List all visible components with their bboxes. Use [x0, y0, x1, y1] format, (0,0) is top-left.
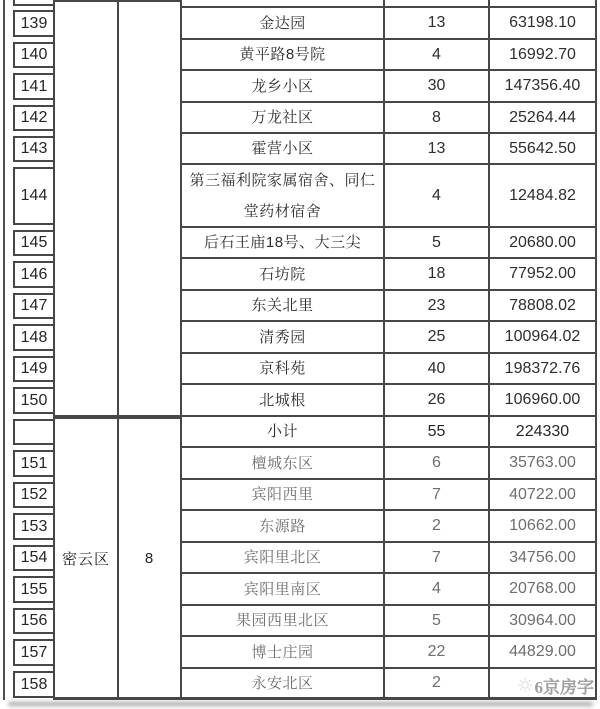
- district-cell: [55, 0, 119, 417]
- amount-cell: 63198.10: [490, 8, 597, 40]
- community-name-cell: 京科苑: [182, 354, 385, 385]
- row-number-cell: 155: [13, 576, 53, 603]
- district-cell: 密云区: [55, 417, 119, 700]
- amount-cell: 12484.82: [490, 165, 597, 228]
- community-name-cell: 永安北区: [182, 669, 385, 700]
- amount-cell: 77952.00: [490, 259, 597, 291]
- community-name-cell: 果园西里北区: [182, 606, 385, 637]
- row-number-cell: 141: [13, 73, 53, 100]
- claims-table: [53, 0, 597, 700]
- row-number-cell: 142: [13, 105, 53, 131]
- amount-cell: 20768.00: [490, 574, 597, 606]
- community-name-cell: 龙乡小区: [182, 71, 385, 103]
- amount-cell: 55642.50: [490, 134, 597, 165]
- unit-count-cell: 4: [385, 165, 490, 228]
- community-name-cell: 金达园: [182, 8, 385, 40]
- subtotal-count-cell: 55: [385, 417, 490, 448]
- district-count-cell: [119, 0, 182, 417]
- community-name-cell: 东源路: [182, 511, 385, 543]
- amount-cell: 20680.00: [490, 228, 597, 259]
- unit-count-cell: 30: [385, 71, 490, 103]
- row-number-cell: 150: [13, 387, 53, 414]
- row-number-cell: 152: [13, 482, 53, 508]
- row-number-cell: 151: [13, 450, 53, 477]
- row-number-cell: 144: [13, 167, 53, 225]
- row-number-cell: 156: [13, 608, 53, 634]
- row-number-cell: 158: [13, 671, 53, 698]
- amount-cell: 16992.70: [490, 40, 597, 71]
- amount-cell: [490, 0, 597, 8]
- district-count-cell: 8: [119, 417, 182, 700]
- community-name-cell: 石坊院: [182, 259, 385, 291]
- unit-count-cell: 5: [385, 606, 490, 637]
- unit-count-cell: 8: [385, 103, 490, 134]
- unit-count-cell: 13: [385, 8, 490, 40]
- community-name-cell: 檀城东区: [182, 448, 385, 480]
- unit-count-cell: 25: [385, 322, 490, 354]
- amount-cell: 147356.40: [490, 71, 597, 103]
- community-name-cell: 后石王庙18号、大三尖: [182, 228, 385, 259]
- community-name-cell: 宾阳西里: [182, 480, 385, 511]
- subtotal-amount-cell: 224330: [490, 417, 597, 448]
- community-name-cell: 霍营小区: [182, 134, 385, 165]
- row-number-cell: 153: [13, 513, 53, 540]
- row-number-cell: 148: [13, 324, 53, 351]
- unit-count-cell: 18: [385, 259, 490, 291]
- watermark: [494, 672, 594, 698]
- row-number-cell: 143: [13, 136, 53, 162]
- amount-cell: 10662.00: [490, 511, 597, 543]
- table-outer-left-border: [3, 0, 5, 700]
- amount-cell: 106960.00: [490, 385, 597, 417]
- amount-cell: 30964.00: [490, 606, 597, 637]
- unit-count-cell: 13: [385, 134, 490, 165]
- unit-count-cell: 2: [385, 511, 490, 543]
- row-number-cell: 139: [13, 10, 53, 37]
- row-number-cell: [13, 419, 53, 445]
- unit-count-cell: 2: [385, 669, 490, 700]
- row-number-cell: 140: [13, 42, 53, 68]
- amount-cell: 35763.00: [490, 448, 597, 480]
- unit-count-cell: 40: [385, 354, 490, 385]
- community-name-cell: 东关北里: [182, 291, 385, 322]
- unit-count-cell: [385, 0, 490, 8]
- unit-count-cell: 23: [385, 291, 490, 322]
- amount-cell: 198372.76: [490, 354, 597, 385]
- community-name-cell: 第三福利院家属宿舍、同仁堂药材宿舍: [182, 165, 385, 228]
- community-name-cell: 清秀园: [182, 322, 385, 354]
- unit-count-cell: 26: [385, 385, 490, 417]
- amount-cell: 44829.00: [490, 637, 597, 669]
- community-name-cell: 博士庄园: [182, 637, 385, 669]
- unit-count-cell: 7: [385, 543, 490, 574]
- amount-cell: 78808.02: [490, 291, 597, 322]
- bottom-shadow: [8, 702, 593, 706]
- amount-cell: 34756.00: [490, 543, 597, 574]
- amount-cell: 100964.02: [490, 322, 597, 354]
- community-name-cell: [182, 0, 385, 8]
- watermark-text: 6京房字: [534, 677, 594, 697]
- row-number-cell: 146: [13, 261, 53, 288]
- unit-count-cell: 4: [385, 574, 490, 606]
- community-name-cell: 宾阳里北区: [182, 543, 385, 574]
- community-name-cell: 北城根: [182, 385, 385, 417]
- row-number-cell: 157: [13, 639, 53, 666]
- unit-count-cell: 6: [385, 448, 490, 480]
- unit-count-cell: 7: [385, 480, 490, 511]
- amount-cell: 40722.00: [490, 480, 597, 511]
- unit-count-cell: 4: [385, 40, 490, 71]
- community-name-cell: 宾阳里南区: [182, 574, 385, 606]
- row-number-cell: 145: [13, 230, 53, 256]
- unit-count-cell: 22: [385, 637, 490, 669]
- community-name-cell: 黄平路8号院: [182, 40, 385, 71]
- row-number-cell: 149: [13, 356, 53, 382]
- amount-cell: 25264.44: [490, 103, 597, 134]
- sun-logo-icon: [517, 677, 533, 693]
- community-name-cell: 万龙社区: [182, 103, 385, 134]
- unit-count-cell: 5: [385, 228, 490, 259]
- subtotal-label-cell: 小计: [182, 417, 385, 448]
- row-number-cell: 154: [13, 545, 53, 571]
- row-number-cell: 147: [13, 293, 53, 319]
- row-number-cell: [13, 0, 53, 6]
